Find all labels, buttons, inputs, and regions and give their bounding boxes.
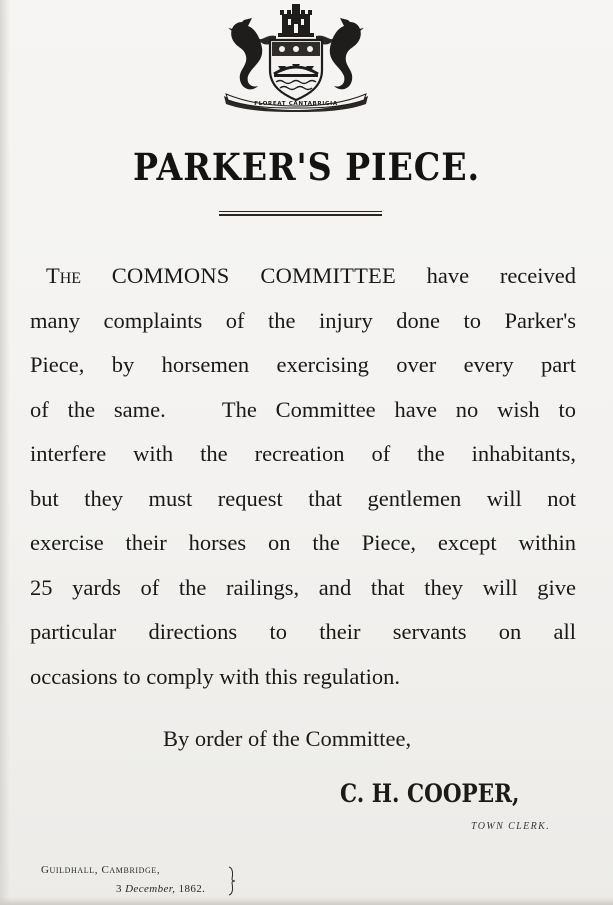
signatory-role: TOWN CLERK. xyxy=(471,821,551,832)
coat-of-arms-icon xyxy=(218,4,374,112)
page-title: PARKER'S PIECE. xyxy=(133,145,480,189)
body-line: 25 yards of the railings, and that they will give xyxy=(30,574,576,600)
title-divider xyxy=(219,211,382,218)
paper-edge-shadow xyxy=(0,0,10,905)
brace-icon xyxy=(228,866,236,896)
paper-bottom-shadow xyxy=(0,897,613,905)
footer-date-year: 1862. xyxy=(178,883,206,895)
body-line: exercise their horses on the Piece, except within xyxy=(30,530,576,555)
notice-body xyxy=(30,254,576,699)
footer-place: Guildhall, Cambridge, xyxy=(41,864,161,876)
body-line: The COMMONS COMMITTEE have received xyxy=(46,263,577,288)
order-statement: By order of the Committee, xyxy=(163,726,412,751)
footer-date xyxy=(116,883,205,895)
body-line: interfere with the recreation of the inhabitants, xyxy=(30,441,576,466)
body-line: occasions to comply with this regulation. xyxy=(30,663,400,689)
body-line: but they must request that gentlemen will not xyxy=(30,485,576,511)
footer-date-month: December, xyxy=(125,883,176,895)
body-line: particular directions to their servants on all xyxy=(30,619,576,644)
signatory-name: C. H. COOPER, xyxy=(340,779,520,808)
body-line: many complaints of the injury done to Parker's xyxy=(30,307,576,333)
footer-date-day: 3 xyxy=(116,883,122,895)
body-line: of the same. The Committee have no wish to xyxy=(30,396,576,422)
body-line: Piece, by horsemen exercising over every part xyxy=(30,352,576,377)
crest-motto: FLOREAT CANTABRIGIA xyxy=(254,101,338,107)
